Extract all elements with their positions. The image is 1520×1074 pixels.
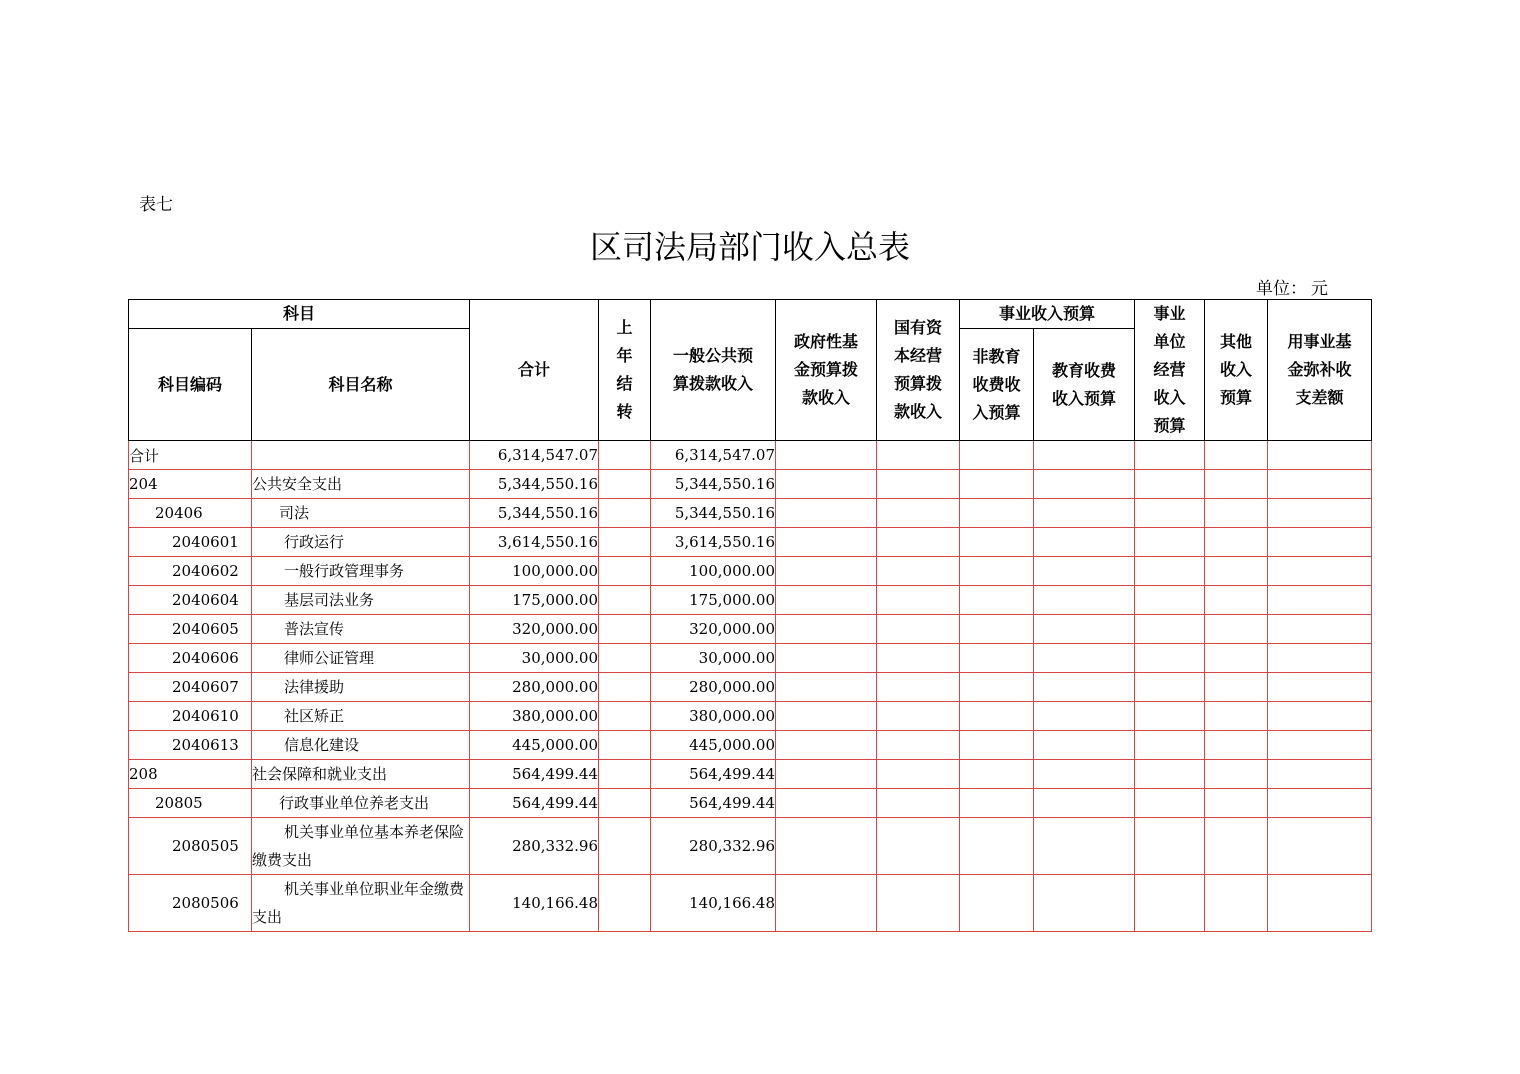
cell-code: 2040602 <box>129 557 252 586</box>
cell-total: 140,166.48 <box>470 875 599 932</box>
cell-general: 564,499.44 <box>651 789 776 818</box>
cell-name-text: 律师公证管理 <box>284 649 375 667</box>
cell-code: 2040610 <box>129 702 252 731</box>
cell-total: 30,000.00 <box>470 644 599 673</box>
cell-name: 司法 <box>252 499 470 528</box>
cell-name <box>252 615 470 644</box>
header-carryover-text: 上年结转 <box>616 318 633 421</box>
table-row <box>129 586 1372 615</box>
cell-general: 30,000.00 <box>651 644 776 673</box>
cell-total: 564,499.44 <box>470 760 599 789</box>
table-row <box>129 644 1372 673</box>
header-edu-fee-text: 教育收费收入预算 <box>1052 360 1117 408</box>
header-gov-fund-text: 政府性基金预算拨款收入 <box>794 332 859 407</box>
table-row <box>129 470 1372 499</box>
unit-value: 元 <box>1311 279 1328 299</box>
table-row <box>129 441 1372 470</box>
cell-code: 合计 <box>129 441 252 470</box>
header-edu-fee <box>1034 329 1135 441</box>
cell-total: 5,344,550.16 <box>470 470 599 499</box>
cell-general: 5,344,550.16 <box>651 499 776 528</box>
cell-name <box>252 818 470 875</box>
header-unit-operating-text: 事业单位经营收入预算 <box>1153 304 1186 435</box>
header-other-income-text: 其他收入预算 <box>1220 332 1253 407</box>
header-non-edu-fee-text: 非教育收费收入预算 <box>972 346 1021 422</box>
cell-name <box>252 731 470 760</box>
cell-total: 6,314,547.07 <box>470 441 599 470</box>
cell-total: 280,332.96 <box>470 818 599 875</box>
header-non-edu-fee <box>960 329 1034 441</box>
cell-name: 公共安全支出 <box>252 470 470 499</box>
header-code: 科目编码 <box>129 329 252 441</box>
cell-general: 445,000.00 <box>651 731 776 760</box>
header-other-income <box>1205 300 1268 441</box>
table-row <box>129 528 1372 557</box>
table-row <box>129 557 1372 586</box>
cell-name <box>252 528 470 557</box>
cell-general: 280,000.00 <box>651 673 776 702</box>
cell-total: 3,614,550.16 <box>470 528 599 557</box>
cell-code: 20805 <box>129 789 252 818</box>
cell-code: 2040604 <box>129 586 252 615</box>
cell-general: 3,614,550.16 <box>651 528 776 557</box>
cell-name-text: 机关事业单位职业年金缴费支出 <box>252 880 465 926</box>
header-fund-balance <box>1268 300 1372 441</box>
cell-name-text: 社区矫正 <box>284 707 345 725</box>
header-subject: 科目 <box>129 300 470 329</box>
cell-code: 2080506 <box>129 875 252 932</box>
header-general-public <box>651 300 776 441</box>
table-row <box>129 760 1372 789</box>
page-title: 区司法局部门收入总表 <box>589 228 910 266</box>
cell-name: 社会保障和就业支出 <box>252 760 470 789</box>
table-row <box>129 673 1372 702</box>
table-number: 表七 <box>139 195 173 215</box>
table-row <box>129 875 1372 932</box>
cell-name-text: 基层司法业务 <box>284 591 375 609</box>
header-carryover <box>599 300 651 441</box>
cell-total: 564,499.44 <box>470 789 599 818</box>
cell-total: 280,000.00 <box>470 673 599 702</box>
cell-general: 6,314,547.07 <box>651 441 776 470</box>
header-state-capital <box>877 300 960 441</box>
cell-code: 2040606 <box>129 644 252 673</box>
header-fund-balance-text: 用事业基金弥补收支差额 <box>1287 332 1352 407</box>
cell-code: 2040607 <box>129 673 252 702</box>
cell-general: 380,000.00 <box>651 702 776 731</box>
cell-name-text: 信息化建设 <box>284 736 360 754</box>
header-name: 科目名称 <box>252 329 470 441</box>
header-gov-fund <box>776 300 877 441</box>
cell-name-text: 一般行政管理事务 <box>284 562 405 580</box>
table-row <box>129 731 1372 760</box>
cell-name: 行政事业单位养老支出 <box>252 789 470 818</box>
header-business-income: 事业收入预算 <box>960 300 1135 329</box>
cell-name-text: 行政运行 <box>284 533 345 551</box>
cell-name <box>252 586 470 615</box>
cell-name-text: 普法宣传 <box>284 620 345 638</box>
cell-name <box>252 557 470 586</box>
cell-general: 140,166.48 <box>651 875 776 932</box>
cell-general: 175,000.00 <box>651 586 776 615</box>
cell-general: 320,000.00 <box>651 615 776 644</box>
table-row <box>129 702 1372 731</box>
table-row <box>129 615 1372 644</box>
cell-code: 2040601 <box>129 528 252 557</box>
cell-name-text: 机关事业单位基本养老保险缴费支出 <box>252 823 465 869</box>
cell-code: 2080505 <box>129 818 252 875</box>
cell-name <box>252 673 470 702</box>
cell-general: 280,332.96 <box>651 818 776 875</box>
cell-code: 2040613 <box>129 731 252 760</box>
cell-total: 380,000.00 <box>470 702 599 731</box>
cell-total: 445,000.00 <box>470 731 599 760</box>
unit-prefix: 单位： <box>1256 279 1307 299</box>
cell-total: 320,000.00 <box>470 615 599 644</box>
cell-name <box>252 875 470 932</box>
cell-total: 5,344,550.16 <box>470 499 599 528</box>
header-unit-operating <box>1135 300 1205 441</box>
cell-code: 20406 <box>129 499 252 528</box>
cell-name <box>252 702 470 731</box>
cell-general: 100,000.00 <box>651 557 776 586</box>
cell-name <box>252 441 470 470</box>
cell-code: 204 <box>129 470 252 499</box>
cell-code: 208 <box>129 760 252 789</box>
cell-general: 5,344,550.16 <box>651 470 776 499</box>
unit-label <box>1252 274 1328 299</box>
cell-name-text: 法律援助 <box>284 678 345 696</box>
table-row <box>129 499 1372 528</box>
income-summary-table <box>128 299 1372 932</box>
table-row <box>129 789 1372 818</box>
cell-total: 100,000.00 <box>470 557 599 586</box>
header-state-capital-text: 国有资本经营预算拨款收入 <box>894 318 943 421</box>
cell-total: 175,000.00 <box>470 586 599 615</box>
cell-name <box>252 644 470 673</box>
header-total: 合计 <box>470 300 599 441</box>
table-row <box>129 818 1372 875</box>
cell-code: 2040605 <box>129 615 252 644</box>
header-general-public-text: 一般公共预算拨款收入 <box>673 346 754 393</box>
cell-general: 564,499.44 <box>651 760 776 789</box>
